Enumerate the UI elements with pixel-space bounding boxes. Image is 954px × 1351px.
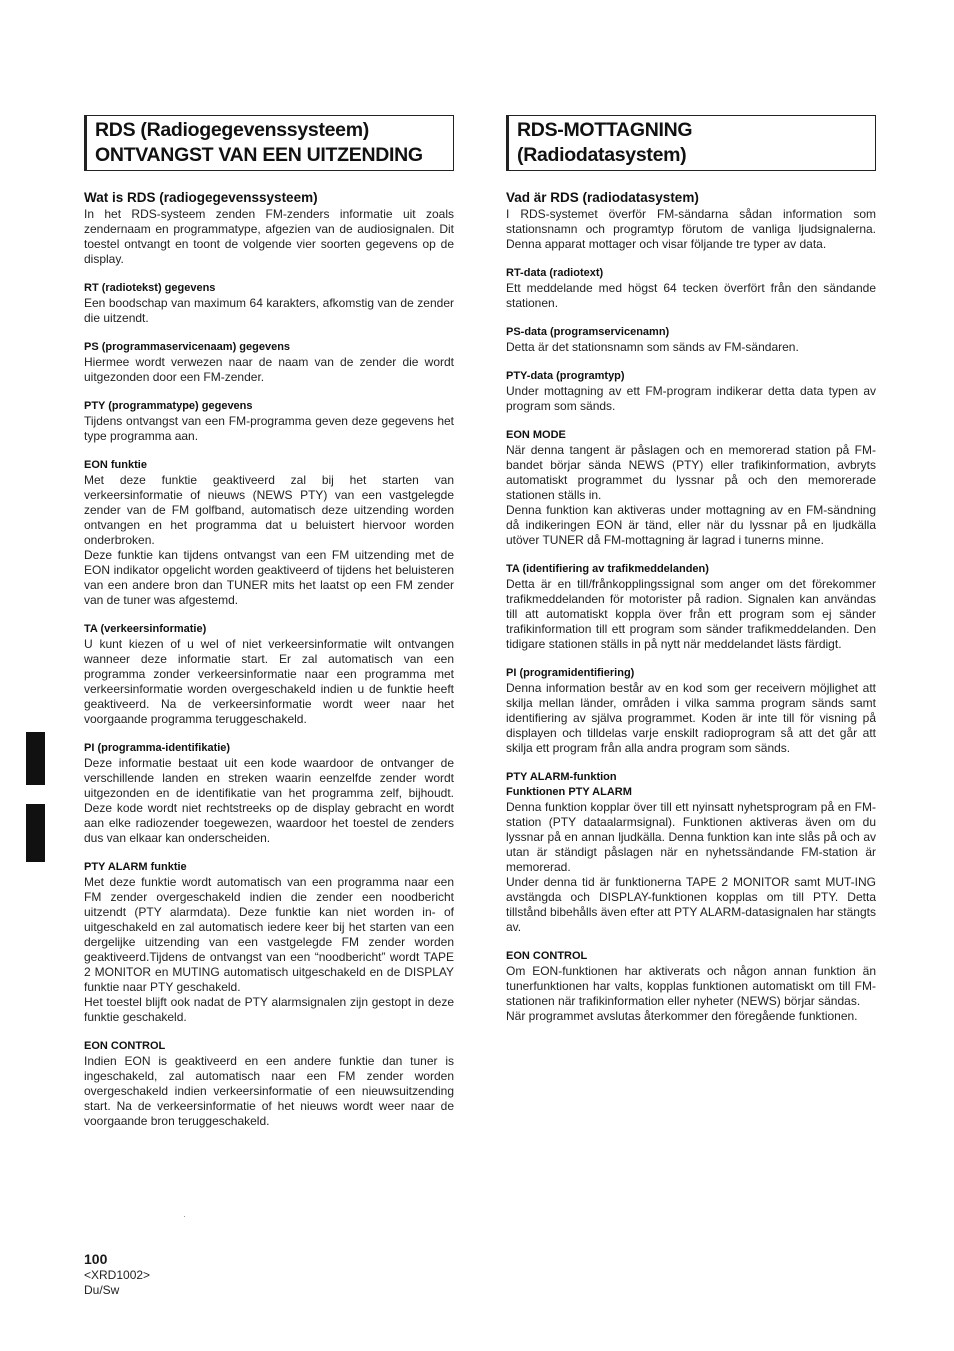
left-intro-heading: Wat is RDS (radiogegevenssysteem) [84, 190, 318, 205]
right-section-ta [506, 562, 876, 652]
left-intro-text: In het RDS-systeem zenden FM-zenders informatie uit zoals zendernaam en programmatype, afgezien van de audiosignalen. Dit toestel ontvangt en toont de volgende vier soorten gegevens op de display. [84, 207, 454, 266]
page-number: 100 [84, 1251, 108, 1267]
section-text: U kunt kiezen of u wel of niet verkeersinformatie wilt ontvangen wanneer deze informatie start. Er zal automatisch van een programma zonder verkeersinformatie naar een programma met verkeersinformatie worden overgeschakeld indien u de funktie heeft geaktiveerd. Na de verkeersinformatie wordt weer naar het voorgaande programma teruggeschakeld. [84, 637, 454, 726]
left-column [84, 115, 454, 1143]
side-marker-bar-1 [26, 732, 45, 785]
right-title-line-1: RDS-MOTTAGNING [517, 119, 693, 141]
section-heading: RT-data (radiotext) [506, 267, 604, 279]
right-section-ps [506, 325, 876, 355]
left-title-line-1: RDS (Radiogegevenssysteem) [95, 119, 369, 141]
section-text: Met deze funktie wordt automatisch van een programma naar een FM zender overgeschakeld indien die zender een noodbericht uitzendt (PTY alarmdata). Deze funktie kan niet worden in- of uitgeschakeld en zal automatisch iedere keer bij het starten van een dergelijke uitzending van een vastgelegde FM zender worden geaktiveerd.Tijdens de ontvangst van een “noodbericht” wordt TAPE 2 MONITOR en MUTING automatisch uitgeschakeld en de DISPLAY funktie naar PTY geschakeld. Het toestel blijft ook nadat de PTY alarmsignalen zijn gestopt in deze funktie geschakeld. [84, 875, 454, 1024]
left-intro [84, 189, 454, 267]
section-text: Ett meddelande med högst 64 tecken överfört från den sändande stationen. [506, 281, 876, 310]
right-section-pty-alarm [506, 770, 876, 935]
section-heading: EON CONTROL [506, 950, 588, 962]
left-section-pty-alarm [84, 860, 454, 1025]
side-marker-bar-2 [26, 804, 45, 862]
section-heading: TA (verkeersinformatie) [84, 623, 207, 635]
left-section-pty [84, 399, 454, 444]
section-text: När denna tangent är påslagen och en memorerad station på FM-bandet börjar sända NEWS (PTY) eller trafikinformation, avbryts automatiskt programmet du lyssnar på och den memorerade stationen ställs in. Denna funktion kan aktiveras under mottagning av en FM-sändning då indikeringen EON är tänd, eller när du lyssnar på en ljudkälla utöver TUNER då FM-mottagning är lagrad i tunerns minne. [506, 443, 876, 547]
left-section-ta [84, 622, 454, 727]
right-intro-text: I RDS-systemet överför FM-sändarna sådan information som stationsnamn och programtyp förutom de vanliga ljudsignalerna. Denna apparat mottager och visar följande tre typer av data. [506, 207, 876, 251]
section-heading: PS-data (programservicenamn) [506, 326, 670, 338]
section-heading: PTY-data (programtyp) [506, 370, 625, 382]
section-heading: EON funktie [84, 459, 147, 471]
page-footer [84, 1250, 150, 1298]
section-heading: EON MODE [506, 429, 566, 441]
section-heading: PTY (programmatype) gegevens [84, 400, 253, 412]
section-heading: PI (programidentifiering) [506, 667, 635, 679]
right-title-line-2: (Radiodatasystem) [517, 144, 687, 166]
section-text: Deze informatie bestaat uit een kode waardoor de ontvanger de verschillende landen en streken waarin eenzelfde zender wordt uitgezonden en de identifikatie van het programma zelf, bijhoudt. Deze kode wordt niet rechtstreeks op de display gebracht en wordt aan elke radiozender toegewezen, waardoor het toestel de zenders dus van elkaar kan onderscheiden. [84, 756, 454, 845]
print-speck [184, 1216, 185, 1217]
section-text: Under mottagning av ett FM-program indikerar detta data typen av program som sänds. [506, 384, 876, 413]
section-heading: RT (radiotekst) gegevens [84, 282, 216, 294]
section-text: Indien EON is geaktiveerd en een andere funktie dan tuner is ingeschakeld, zal automatisch naar een FM zender worden overgeschakeld indien verkeersinformatie of een nieuwsuitzending start. Na de verkeersinformatie of het nieuws wordt weer naar de voorgaande bron teruggeschakeld. [84, 1054, 454, 1128]
right-intro-heading: Vad är RDS (radiodatasystem) [506, 190, 699, 205]
language-code: Du/Sw [84, 1283, 120, 1297]
section-text: Met deze funktie geaktiveerd zal bij het starten van verkeersinformatie of nieuws (NEWS PTY) van een vastgelegde zender van de FM golfband, automatisch deze uitzending worden ontvangen en het programma dat u beluistert hiervoor worden onderbroken. Deze funktie kan tijdens ontvangst van een FM uitzending met de EON indikator opgelicht worden geaktiveerd of tijdens het beluisteren van een andere bron dan TUNER mits het laatst op een FM zender van de tuner was afgestemd. [84, 473, 454, 607]
right-intro [506, 189, 876, 252]
section-heading: TA (identifiering av trafikmeddelanden) [506, 563, 709, 575]
section-text: Denna information består av en kod som ger receivern möjlighet att skilja mellan länder, områden i vilka samma program sänds samt identifiering av själva programmet. Koden är inte till för visning på displayen och tilldelas varje enskilt radioprogram så att det går att skilja ett program från alla andra program som sänds. [506, 681, 876, 755]
right-section-rt [506, 266, 876, 311]
left-title-box [84, 115, 454, 171]
section-text: Detta är det stationsnamn som sänds av FM-sändaren. [506, 340, 799, 354]
left-section-eon-control [84, 1039, 454, 1129]
section-heading: PTY ALARM funktie [84, 861, 187, 873]
left-section-eon [84, 458, 454, 608]
right-column [506, 115, 876, 1038]
section-heading: EON CONTROL [84, 1040, 166, 1052]
section-text: Detta är en till/frånkopplingssignal som anger om det förekommer trafikmeddelanden för motorister på radion. Signalen kan användas till att automatiskt koppla över från ett program som ej sänder trafikinformation till ett program som sänder trafikmeddelanden. Den tidigare stationen ställs in på nytt när meddelandet lästs färdigt. [506, 577, 876, 651]
left-section-ps [84, 340, 454, 385]
section-heading: PS (programmaservicenaam) gegevens [84, 341, 291, 353]
right-section-pty [506, 369, 876, 414]
model-code: <XRD1002> [84, 1268, 151, 1282]
section-heading: PTY ALARM-funktion Funktionen PTY ALARM [506, 771, 632, 798]
section-text: Denna funktion kopplar över till ett nyinsatt nyhetsprogram på en FM-station (PTY dataalarmsignal). Funktionen aktiveras även om du lyssnar på en annan ljudkälla. Denna funktion kan inte slås på och av utan är ständigt påslagen när en nyhetssändande FM-station är memorerad. Under denna tid är funktionerna TAPE 2 MONITOR samt MUT-ING avstängda och DISPLAY-funktionen kopplas om till PTY. Detta tillstånd bibehålls även efter att PTY ALARM-datasignalen har stängts av. [506, 800, 876, 934]
left-section-pi [84, 741, 454, 846]
right-section-pi [506, 666, 876, 756]
right-section-eon-control [506, 949, 876, 1024]
right-title-box [506, 115, 876, 171]
left-section-rt [84, 281, 454, 326]
left-title-line-2: ONTVANGST VAN EEN UITZENDING [95, 144, 423, 166]
right-section-eon-mode [506, 428, 876, 548]
section-text: Om EON-funktionen har aktiverats och någon annan funktion än tunerfunktionen har valts, kopplas funktionen automatiskt om till FM-stationen när trafikinformation eller nyheter (NEWS) börjar sändas. När programmet avslutas återkommer den föregående funktionen. [506, 964, 876, 1023]
section-text: Een boodschap van maximum 64 karakters, afkomstig van de zender die uitzendt. [84, 296, 454, 325]
section-text: Tijdens ontvangst van een FM-programma geven deze gegevens het type programma aan. [84, 414, 454, 443]
section-text: Hiermee wordt verwezen naar de naam van de zender die wordt uitgezonden door een FM-zender. [84, 355, 454, 384]
section-heading: PI (programma-identifikatie) [84, 742, 231, 754]
